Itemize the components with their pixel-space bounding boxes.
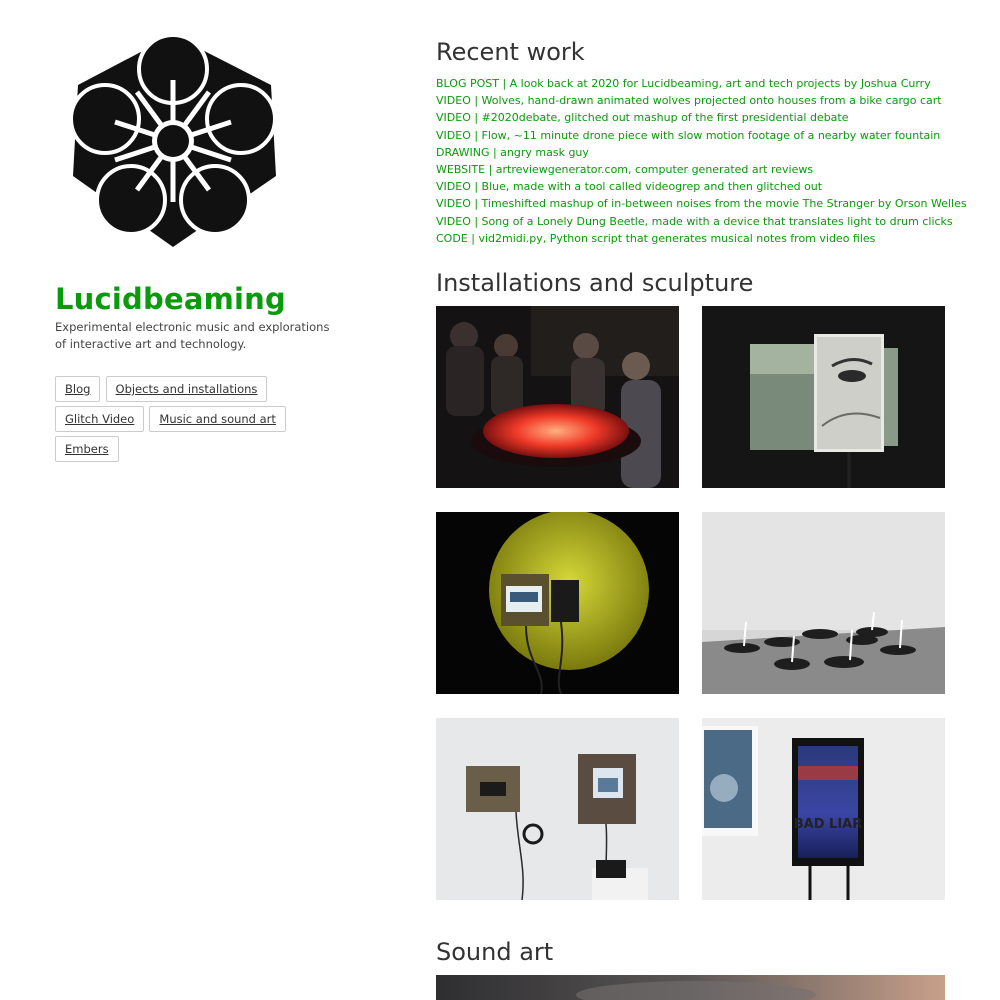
- list-item: [436, 75, 967, 92]
- sound-art-heading: Sound art: [436, 938, 554, 966]
- list-item: [436, 127, 967, 144]
- nav-objects-button[interactable]: Objects and installations: [106, 376, 268, 402]
- recent-link[interactable]: VIDEO | Blue, made with a tool called videogrep and then glitched out: [436, 180, 823, 194]
- recent-link[interactable]: VIDEO | Flow, ~11 minute drone piece with slow motion footage of a nearby water fountain: [436, 128, 941, 142]
- installation-thumbnail-4[interactable]: [702, 512, 945, 694]
- recent-work-list: [436, 75, 967, 247]
- site-tagline: Experimental electronic music and explorations of interactive art and technology.: [55, 320, 330, 351]
- recent-work-heading: Recent work: [436, 38, 585, 66]
- installation-thumbnail-3[interactable]: [436, 512, 679, 694]
- sound-art-image: [436, 975, 945, 1000]
- recent-link[interactable]: BLOG POST | A look back at 2020 for Lucidbeaming, art and tech projects by Joshua Curry: [436, 77, 931, 90]
- recent-link[interactable]: DRAWING | angry mask guy: [436, 145, 589, 159]
- list-item: [436, 195, 967, 212]
- nav-blog-button[interactable]: Blog: [55, 376, 100, 402]
- site-title-link[interactable]: Lucidbeaming: [55, 282, 286, 316]
- recent-link[interactable]: CODE | vid2midi.py, Python script that generates musical notes from video files: [436, 231, 876, 245]
- nav-music-button[interactable]: Music and sound art: [149, 406, 286, 432]
- installation-image: [702, 306, 945, 488]
- nav-embers-button[interactable]: Embers: [55, 436, 119, 462]
- installation-image: [436, 306, 679, 488]
- installation-thumbnail-6[interactable]: [702, 718, 945, 900]
- recent-link[interactable]: VIDEO | Timeshifted mashup of in-between noises from the movie The Stranger by Orson Welles: [436, 197, 967, 211]
- installation-image: [702, 512, 945, 694]
- installation-image: [436, 718, 679, 900]
- installation-image: [702, 718, 945, 900]
- main-nav: [55, 376, 345, 466]
- list-item: [436, 92, 967, 109]
- recent-link[interactable]: VIDEO | Wolves, hand-drawn animated wolves projected onto houses from a bike cargo cart: [436, 94, 942, 108]
- flower-crest-icon: [63, 30, 283, 252]
- nav-glitch-video-button[interactable]: Glitch Video: [55, 406, 144, 432]
- installations-heading: Installations and sculpture: [436, 269, 754, 297]
- list-item: [436, 178, 967, 195]
- recent-link[interactable]: VIDEO | #2020debate, glitched out mashup of the first presidential debate: [436, 111, 849, 125]
- installation-image: [436, 512, 679, 694]
- recent-link[interactable]: WEBSITE | artreviewgenerator.com, computer generated art reviews: [436, 162, 814, 176]
- list-item: [436, 144, 967, 161]
- poster-text: BAD LIAR: [793, 817, 863, 832]
- list-item: [436, 161, 967, 178]
- site-title: [55, 282, 286, 316]
- recent-link[interactable]: VIDEO | Song of a Lonely Dung Beetle, made with a device that translates light to drum clicks: [436, 214, 953, 228]
- sound-art-thumbnail[interactable]: [436, 975, 945, 1000]
- list-item: [436, 109, 967, 126]
- installation-thumbnail-2[interactable]: [702, 306, 945, 488]
- list-item: [436, 213, 967, 230]
- installation-thumbnail-1[interactable]: [436, 306, 679, 488]
- list-item: [436, 230, 967, 247]
- installation-thumbnail-5[interactable]: [436, 718, 679, 900]
